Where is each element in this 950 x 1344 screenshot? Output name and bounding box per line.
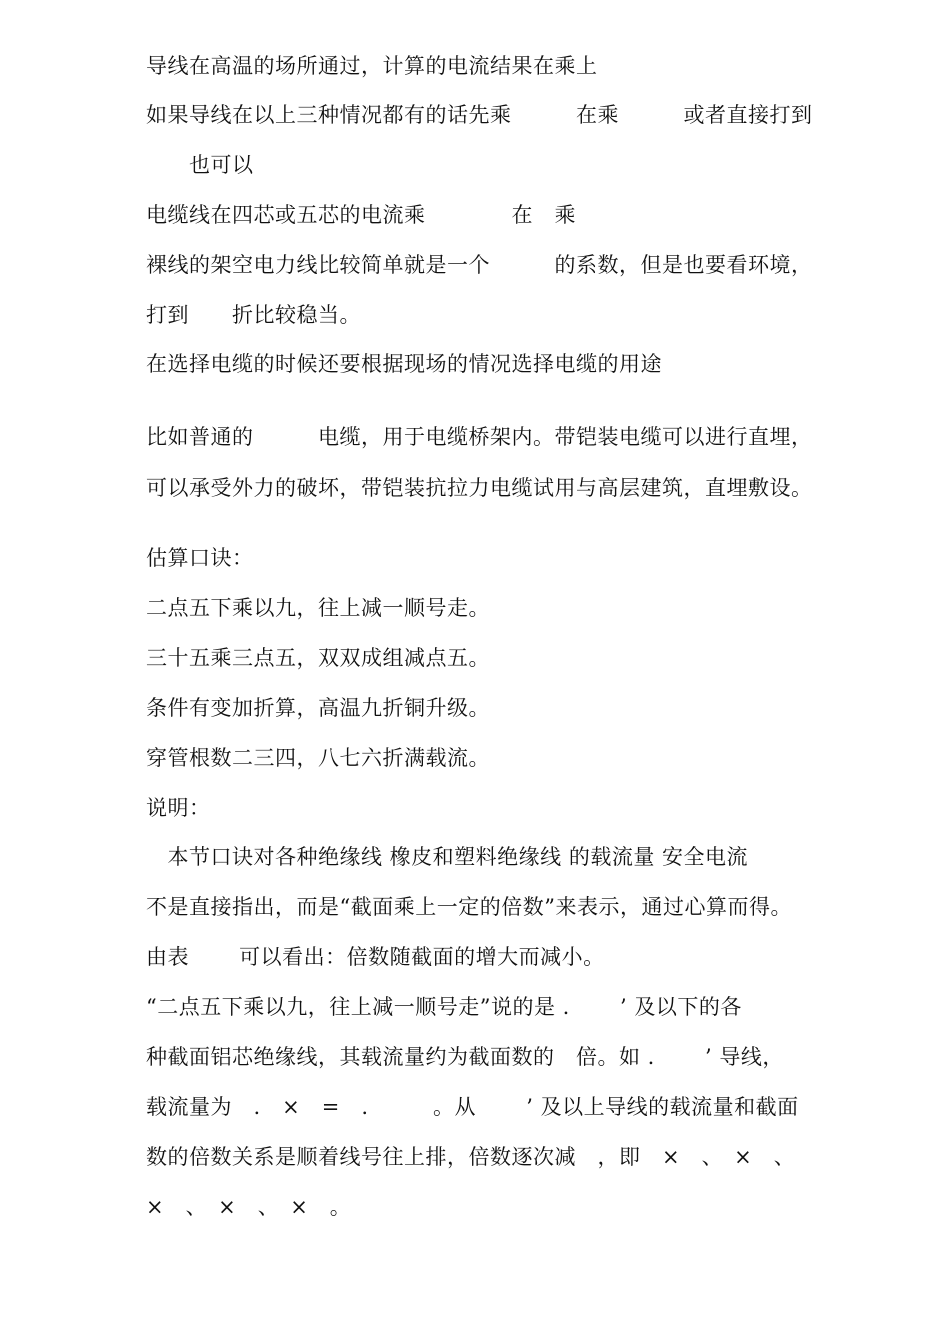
text-line: 电缆线在四芯或五芯的电流乘 在 乘 — [146, 203, 576, 227]
text-line: 打到 折比较稳当。 — [146, 303, 361, 327]
rhyme-line: 条件有变加折算，高温九折铜升级。 — [146, 696, 490, 720]
text-line: 数的倍数关系是顺着线号往上排，倍数逐次减 ，即 × 、 × 、 — [146, 1145, 796, 1169]
text-line: 如果导线在以上三种情况都有的话先乘 在乘 或者直接打到 — [146, 103, 813, 127]
text-line: 裸线的架空电力线比较简单就是一个 的系数，但是也要看环境， — [146, 253, 813, 277]
text-line: 在选择电缆的时候还要根据现场的情况选择电缆的用途 — [146, 352, 662, 376]
rhyme-line: 二点五下乘以九，往上减一顺号走。 — [146, 596, 490, 620]
text-line: 不是直接指出，而是“截面乘上一定的倍数”来表示，通过心算而得。 — [146, 895, 792, 919]
text-line: 可以承受外力的破坏，带铠装抗拉力电缆试用与高层建筑，直埋敷设。 — [146, 476, 813, 500]
text-line: 导线在高温的场所通过，计算的电流结果在乘上 — [146, 54, 598, 78]
section-heading: 估算口诀： — [146, 546, 254, 570]
text-line: 本节口诀对各种绝缘线 橡皮和塑料绝缘线 的载流量 安全电流 — [146, 845, 749, 869]
section-heading: 说明： — [146, 796, 211, 820]
text-line: × 、 × 、 × 。 — [146, 1195, 352, 1219]
text-line: 载流量为 . × = . 。从 ’ 及以上导线的载流量和截面 — [146, 1095, 799, 1119]
text-line: 由表 可以看出：倍数随截面的增大而减小。 — [146, 945, 605, 969]
rhyme-line: 穿管根数二三四，八七六折满载流。 — [146, 746, 490, 770]
text-line: 也可以 — [146, 153, 254, 177]
text-line: 比如普通的 电缆，用于电缆桥架内。带铠装电缆可以进行直埋， — [146, 425, 813, 449]
text-line: 种截面铝芯绝缘线，其载流量约为截面数的 倍。如 . ’ 导线， — [146, 1045, 784, 1069]
text-line: “二点五下乘以九，往上减一顺号走”说的是 . ’ 及以下的各 — [146, 995, 742, 1019]
rhyme-line: 三十五乘三点五，双双成组减点五。 — [146, 646, 490, 670]
